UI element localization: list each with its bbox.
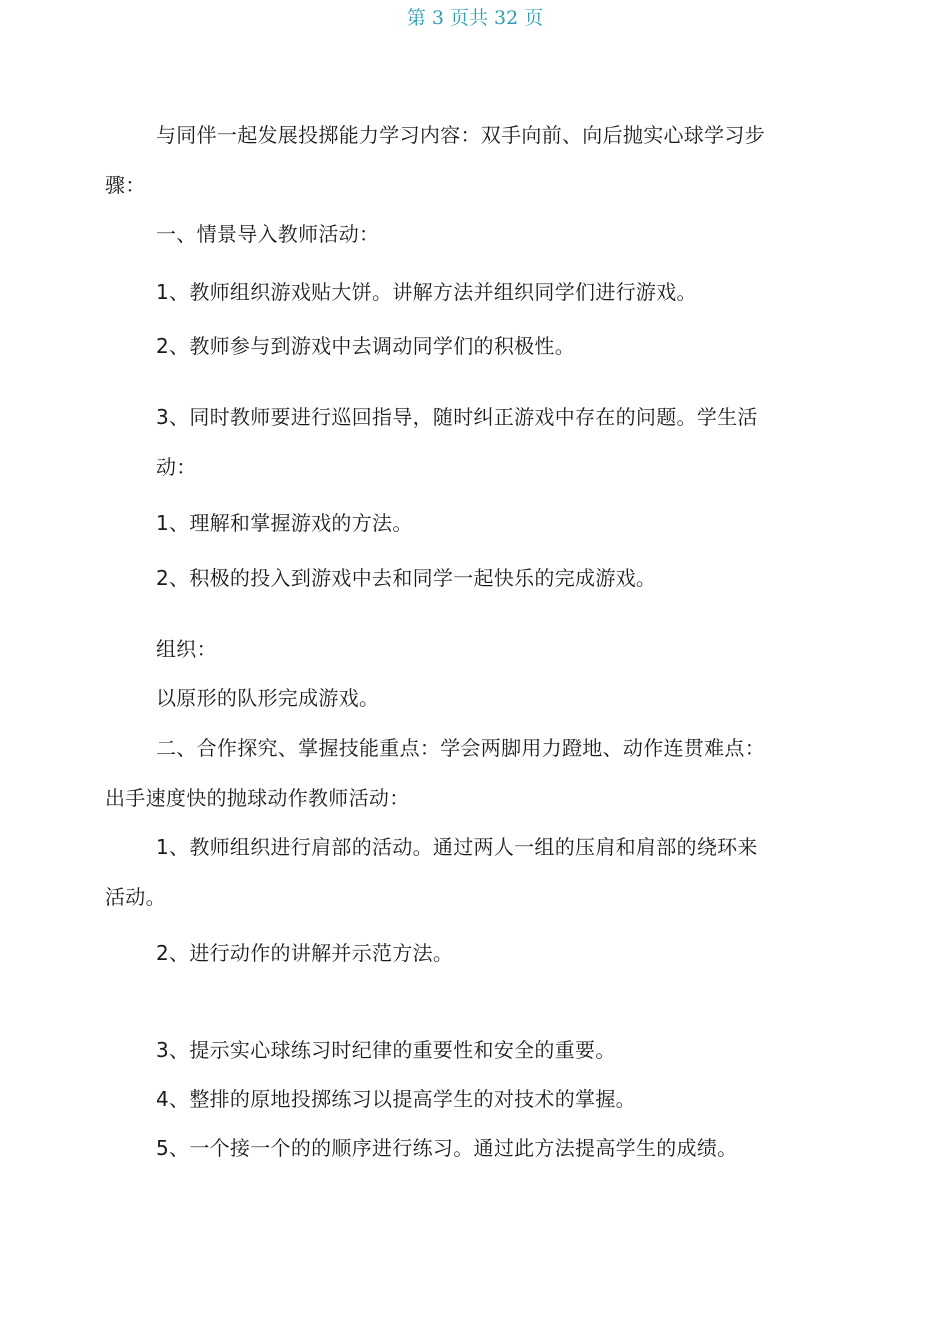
paragraph-line: 以原形的队形完成游戏。: [156, 686, 380, 710]
list-item: 1、理解和掌握游戏的方法。: [156, 511, 413, 535]
paragraph-line: 骤：: [105, 173, 146, 197]
list-item: 1、教师组织进行肩部的活动。通过两人一组的压肩和肩部的绕环来: [156, 835, 758, 859]
section-heading: 一、情景导入教师活动：: [156, 222, 380, 246]
list-item: 2、积极的投入到游戏中去和同学一起快乐的完成游戏。: [156, 566, 657, 590]
paragraph-line: 动：: [156, 455, 197, 479]
list-item: 1、教师组织游戏贴大饼。讲解方法并组织同学们进行游戏。: [156, 280, 697, 304]
paragraph-line: 出手速度快的抛球动作教师活动：: [105, 786, 410, 810]
list-item: 5、一个接一个的的顺序进行练习。通过此方法提高学生的成绩。: [156, 1136, 738, 1160]
paragraph-line: 组织：: [156, 637, 217, 661]
page-indicator: 第 3 页共 32 页: [406, 7, 544, 29]
list-item: 3、同时教师要进行巡回指导，随时纠正游戏中存在的问题。学生活: [156, 405, 758, 429]
list-item: 2、进行动作的讲解并示范方法。: [156, 941, 454, 965]
list-item: 3、提示实心球练习时纪律的重要性和安全的重要。: [156, 1038, 616, 1062]
list-item: 4、整排的原地投掷练习以提高学生的对技术的掌握。: [156, 1087, 636, 1111]
list-item: 2、教师参与到游戏中去调动同学们的积极性。: [156, 334, 576, 358]
paragraph-line: 活动。: [105, 885, 166, 909]
paragraph-line: 与同伴一起发展投掷能力学习内容：双手向前、向后抛实心球学习步: [156, 123, 765, 147]
section-heading: 二、合作探究、掌握技能重点：学会两脚用力蹬地、动作连贯难点：: [156, 736, 765, 760]
